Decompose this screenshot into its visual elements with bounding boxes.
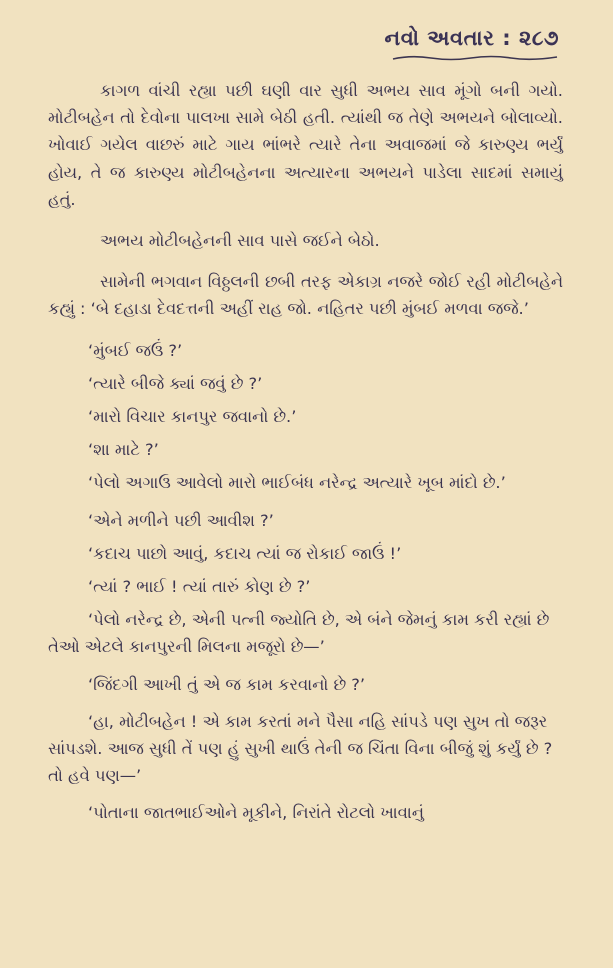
dialogue-line: ‘શા માટે ?’ bbox=[88, 440, 159, 460]
dialogue-line: ‘મુંબઈ જઉં ?’ bbox=[88, 340, 183, 360]
dialogue-line: ‘પોતાના જાતભાઈઓને મૂકીને, નિરાંતે રોટલો ખાવાનું bbox=[88, 803, 424, 823]
dialogue-line: ‘મારો વિચાર કાનપુર જવાનો છે.’ bbox=[88, 407, 297, 427]
dialogue-line: ‘પેલો નરેન્દ્ર છે, એની પત્ની જ્યોતિ છે, એ બંને જેમનું કામ કરી રહ્યાં છે તેઓ એટલે કાનપુરની મિલના મજૂરો છે—’ bbox=[48, 610, 550, 657]
paragraph: સામેની ભગવાન વિઠ્ઠલની છબી તરફ એકાગ્ર નજરે જોઈ રહી મોટીબહેને કહ્યું : ‘બે દહાડા દેવદત્તની અહીં રાહ જો. નહિતર પછી મુંબઈ મળવા જજે.’ bbox=[48, 272, 563, 319]
dialogue-line: ‘હા, મોટીબહેન ! એ કામ કરતાં મને પૈસા નહિ સાંપડે પણ સુખ તો જરૂર સાંપડશે. આજ સુધી તેં પણ હું સુખી થાઉં તેની જ ચિંતા વિના બીજું શું કર્યું છે ? તો હવે પણ—’ bbox=[48, 711, 553, 786]
paragraph: અભય મોટીબહેનની સાવ પાસે જઈને બેઠો. bbox=[100, 231, 380, 251]
dialogue-line: ‘ત્યારે બીજે ક્યાં જવું છે ?’ bbox=[88, 373, 263, 393]
page-header bbox=[48, 26, 563, 63]
dialogue-line: ‘પેલો અગાઉ આવેલો મારો ભાઈબંધ નરેન્દ્ર અત્યારે ખૂબ માંદો છે.’ bbox=[88, 473, 506, 493]
dialogue-line: ‘કદાચ પાછો આવું, કદાચ ત્યાં જ રોકાઈ જાઉં !’ bbox=[88, 543, 402, 563]
dialogue-line: ‘એને મળીને પછી આવીશ ?’ bbox=[88, 510, 274, 530]
dialogue-line: ‘જિંદગી આખી તું એ જ કામ કરવાનો છે ?’ bbox=[88, 674, 366, 694]
page-body bbox=[48, 77, 563, 827]
running-head: નવો અવતાર : ૨૮૭ bbox=[384, 26, 559, 50]
paragraph: કાગળ વાંચી રહ્યા પછી ઘણી વાર સુધી અભય સાવ મૂંગો બની ગયો. મોટીબહેન તો દેવોના પાલખા સામે બેઠી હતી. ત્યાંથી જ તેણે અભયને બોલાવ્યો. ખોવાઈ ગયેલ વાછરું માટે ગાય ભાંભરે ત્યારે તેના અવાજમાં જે કારુણ્ય ભર્યું હોય, તે જ કારુણ્ય મોટીબહેનના અત્યારના અભયને પાડેલા સાદમાં સમાયું હતું. bbox=[48, 81, 563, 209]
dialogue-line: ‘ત્યાં ? ભાઈ ! ત્યાં તારું કોણ છે ?’ bbox=[88, 577, 311, 597]
header-underline bbox=[391, 53, 559, 63]
